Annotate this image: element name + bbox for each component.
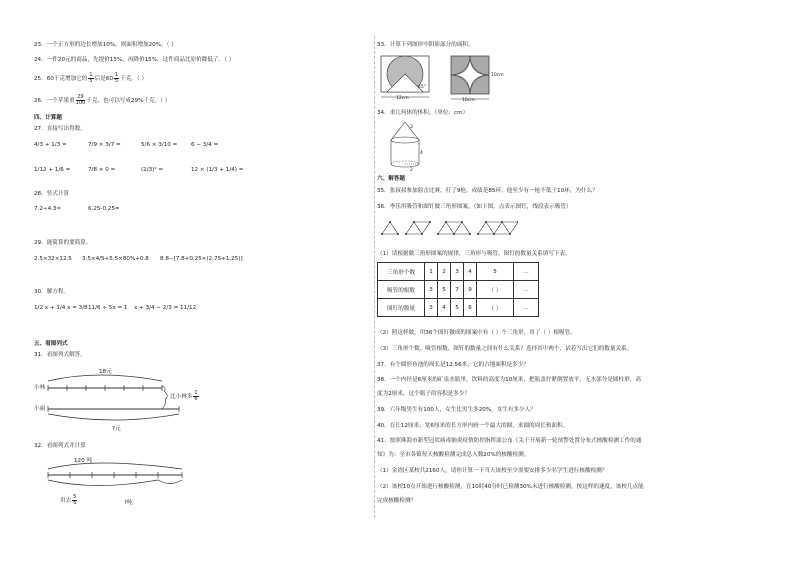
diagram-label: 比小林多 $\frac{1}{6}$ [170, 390, 198, 402]
table-cell: 3 [425, 281, 438, 299]
fraction: $\frac{1}{6}$ [194, 390, 198, 402]
table-row [378, 281, 539, 299]
line-segment-diagram [34, 455, 194, 510]
figure-label: 10cm [462, 98, 475, 103]
table-cell: 5 [438, 281, 451, 299]
triangle-pattern-figure [378, 218, 518, 240]
calc-item: 7/8 × 0 = [88, 167, 116, 173]
vertical-calc-item: 6.25-0.25= [88, 206, 120, 212]
calc-item: (2/3)² = [141, 167, 164, 173]
simplify-item: 3.5×4/5+5.5×80%+0.8 [82, 256, 149, 262]
figure-label: 3 [410, 125, 413, 130]
diagram-label: 18元 [99, 369, 112, 375]
table-cell: 5 [451, 299, 464, 317]
question-34: 34．求几何体的体积。（单位：cm） [377, 110, 469, 116]
equation-item: x + 3/4 − 2/3 = 11/12 [134, 305, 197, 311]
question-39: 39．六年级男生有100人，女生比男生多20%，女生有多少人？ [377, 407, 536, 413]
calc-item: 4/3 + 1/3 = [34, 142, 67, 148]
question-25: 25．60千克增加它的 $\frac{1}{5}$ 后是60 $\frac{1}{5}$ 千克。（ ） [34, 72, 148, 84]
table-cell: 3 [425, 299, 438, 317]
question-41-line-1: 41．按照珠海市新型冠状病毒肺炎疫情防控指挥部公布《关于开展新一轮预警处置分布式核酸检测工作的通 [377, 438, 642, 444]
diagram-label: 小丽 [34, 406, 46, 412]
fraction: $\frac{1}{5}$ [114, 72, 119, 84]
question-24: 24．一件20元的商品，先提价15%，再降价15%，这件商品比原价降低了。（ ） [34, 57, 235, 63]
section-5-heading: 五、看图列式 [34, 341, 68, 347]
table-cell: 2 [438, 263, 451, 281]
table-cell: 9 [464, 281, 477, 299]
question-41-part-1: （1）金湾区某校共2160人，请你计算一下当天该校至少需要安排多少名学生进行核酸检测？ [377, 468, 608, 474]
table-cell: 3 [451, 263, 464, 281]
cone-cylinder-figure [385, 120, 425, 172]
vertical-calc-item: 7.2÷4.3≈ [34, 206, 62, 212]
question-41-part-2-line-1: （2）该校10点开始进行核酸检测，在10时40分时已检测30%未进行核酸检测，按这样的速度，该校几点能 [377, 484, 644, 490]
table-cell: 4 [464, 263, 477, 281]
section-4-heading: 四、计算题 [34, 115, 62, 121]
table-cell: 7 [451, 281, 464, 299]
section-6-heading: 六、解答题 [377, 176, 405, 182]
calc-item: 1/12 + 1/6 = [34, 167, 71, 173]
table-cell: 5 [477, 263, 514, 281]
diagram-label: ?吨 [124, 500, 133, 506]
question-30: 30．解方程。 [34, 289, 70, 295]
question-23: 23．一个正方形的边长增加10%，则面积增加20%。（ ） [34, 42, 177, 48]
calc-item: 5/6 × 3/10 = [141, 142, 178, 148]
table-header-cell: 三角形个数 [378, 263, 425, 281]
question-27: 27．直接写出得数。 [34, 126, 86, 132]
table-row [378, 263, 539, 281]
triangle-table [377, 262, 539, 317]
question-36: 36．李乐用吸管和图钉做三角形图案。（如下图，点表示图钉，线段表示吸管） [377, 204, 572, 210]
fraction: $\frac{1}{5}$ [89, 72, 93, 84]
figure-label: 4 [420, 151, 423, 156]
fraction: $\frac{5}{6}$ [73, 494, 77, 506]
table-cell: … [514, 299, 539, 317]
table-cell: （ ） [477, 281, 514, 299]
question-28: 28．竖式计算 [34, 191, 70, 197]
question-36-part-2: （2）照这样做，用36个图钉做成的图案中有（ ）个三角形，用了（ ）根吸管。 [377, 330, 576, 336]
figure-label: 12cm [396, 96, 409, 101]
table-cell: 6 [464, 299, 477, 317]
table-cell: … [514, 263, 539, 281]
table-cell: （ ） [477, 299, 514, 317]
table-cell: 1 [425, 263, 438, 281]
calc-item: 12 × (1/3 + 1/4) = [191, 167, 244, 173]
table-cell: … [514, 281, 539, 299]
question-36-part-1: （1）请根据做三角形图案的规律，三角形与吸管，图钉的数量关系填写下表。 [377, 251, 571, 257]
fraction: $\frac{29}{100}$ [75, 94, 86, 106]
question-31: 31．看图列式解答。 [34, 352, 86, 358]
table-cell: 4 [438, 299, 451, 317]
diagram-label: 120 吨 [74, 458, 93, 464]
question-38-line-1: 38．一个内径是6厘米的矿泉水瓶里，饮料的高度为10厘米，把瓶盖拧紧倒置放平，无水部分是圆柱形，高 [377, 377, 641, 383]
diagram-label: ?元 [112, 426, 121, 432]
question-35: 35．张叔叔参加射击比赛，打了9枪，成绩是85环。他至少有一枪不低于10环，为什么？ [377, 188, 598, 194]
figure-label: 45° [418, 85, 426, 90]
diagram-label: 小林 [34, 385, 46, 391]
figure-label: 10cm [491, 73, 504, 78]
calc-item: 6 − 3/4 = [191, 142, 219, 148]
diagram-label: 用去 $\frac{5}{6}$ [60, 494, 77, 506]
figure-label: 2 [410, 168, 413, 173]
question-29: 29．能简算的要简算。 [34, 240, 92, 246]
question-37: 37．有个圆形鱼池的周长是12.56米，它的占地面积是多少？ [377, 362, 529, 368]
table-header-cell: 吸管的根数 [378, 281, 425, 299]
page-divider [374, 36, 375, 518]
simplify-item: 8.8−[7.8+0.25×(2.75+1.25)] [160, 256, 243, 262]
question-33: 33．计算下列图形中阴影部分的面积。 [377, 42, 474, 48]
simplify-item: 2.5×32×12.5 [34, 256, 72, 262]
calc-item: 7/9 × 3/7 = [88, 142, 121, 148]
table-row [378, 299, 539, 317]
question-41-part-2-line-2: 完成核酸检测？ [377, 498, 417, 504]
equation-item: 1/2 x + 1/4 x = 3/8 [34, 305, 88, 311]
table-header-cell: 图钉的数量 [378, 299, 425, 317]
question-41-line-2: 知》为：全市各镇每天核酸检测完成总人数20%的核酸检测。 [377, 452, 530, 458]
question-36-part-3: （3）三角形个数、吸管根数、图钉的数量之间有什么关系？选择其中两个，试着写出它们的数量关系。 [377, 346, 633, 352]
question-32: 32．看图列式并计算 [34, 443, 86, 449]
question-38-line-2: 度为2厘米，这个瓶子的容积是多少？ [377, 391, 471, 397]
question-26: 26．一个苹果重 $\frac{29}{100}$ 千克，也可以写成29%千克。（ ） [34, 94, 171, 106]
question-40: 40．在长12厘米，宽6厘米的长方形内画一个最大的圆，求圆的周长和面积。 [377, 423, 569, 429]
equation-item: 11/6 ÷ 5x = 1 [88, 305, 128, 311]
